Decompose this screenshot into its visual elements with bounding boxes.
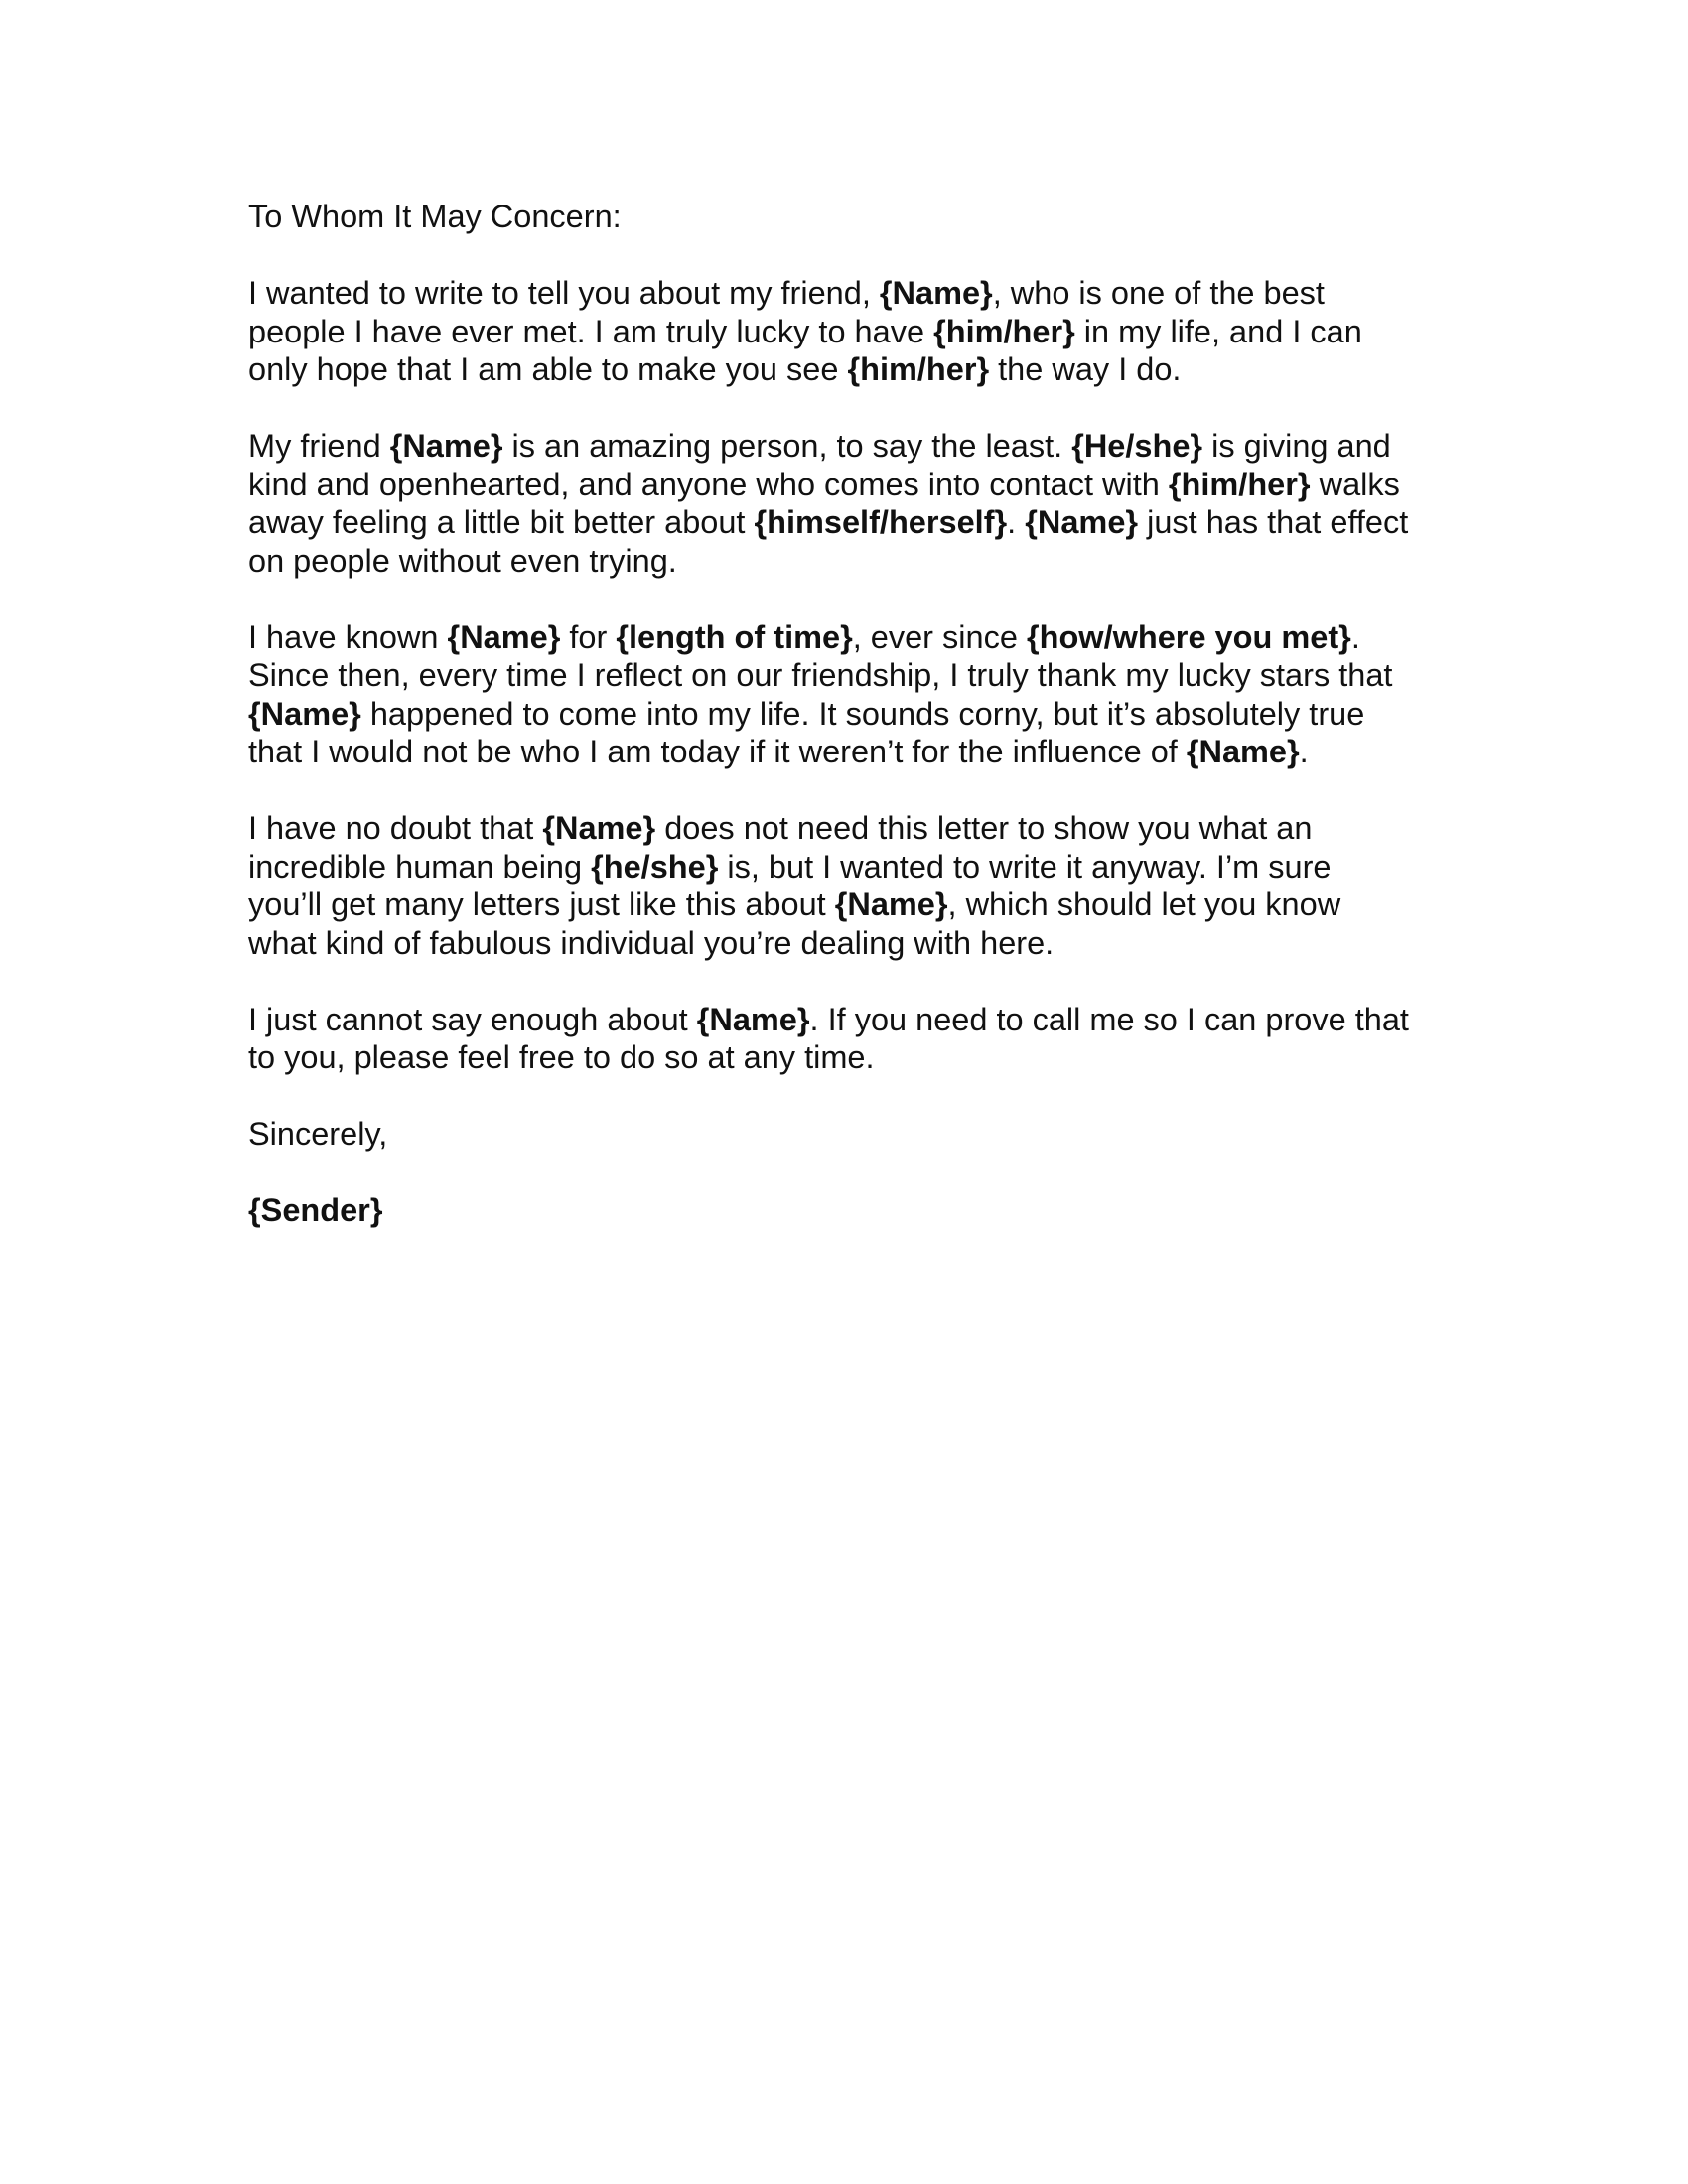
text-run: walks [1310, 466, 1400, 502]
placeholder-field: {Name} [447, 618, 561, 655]
text-run: kind and openhearted, and anyone who comes into contact with [248, 466, 1169, 502]
text-line [248, 542, 1460, 581]
text-run: I have known [248, 618, 448, 655]
letter-paragraphs [248, 274, 1460, 1077]
placeholder-field: {he/she} [591, 848, 719, 885]
text-run: just has that effect [1138, 504, 1409, 540]
text-line [248, 886, 1460, 924]
text-run: . If you need to call me so I can prove that [809, 1001, 1409, 1037]
text-run: in my life, and I can [1074, 313, 1362, 349]
text-run: to you, please feel free to do so at any time. [248, 1039, 875, 1075]
text-line [248, 733, 1460, 771]
text-line [248, 848, 1460, 887]
text-line [248, 924, 1460, 963]
text-run: Since then, every time I reflect on our friendship, I truly thank my lucky stars that [248, 657, 1393, 693]
text-line [248, 618, 1460, 657]
placeholder-field: {Name} [1186, 734, 1300, 769]
text-run: does not need this letter to show you what an [655, 810, 1313, 846]
text-run: I wanted to write to tell you about my friend, [248, 275, 880, 311]
body-paragraph [248, 274, 1460, 389]
closing: Sincerely, [248, 1116, 388, 1152]
text-line [248, 274, 1460, 313]
text-run: I have no doubt that [248, 810, 543, 846]
placeholder-field: {Name} [389, 428, 503, 464]
text-line [248, 1001, 1460, 1039]
text-run: , who is one of the best [992, 275, 1325, 311]
body-paragraph [248, 427, 1460, 580]
placeholder-field: {length of time} [616, 618, 853, 655]
placeholder-field: {him/her} [1168, 466, 1311, 502]
text-line [248, 1038, 1460, 1077]
text-run: on people without even trying. [248, 542, 677, 579]
placeholder-field: {Name} [1025, 504, 1139, 540]
body-paragraph [248, 809, 1460, 962]
placeholder-field: {Name} [696, 1001, 810, 1037]
text-run: the way I do. [989, 351, 1182, 387]
text-run: is an amazing person, to say the least. [502, 428, 1072, 464]
text-run: . [1299, 734, 1309, 769]
text-run: for [560, 618, 617, 655]
text-line [248, 656, 1460, 695]
text-run: , which should let you know [947, 887, 1341, 922]
text-run: is giving and [1202, 428, 1391, 464]
text-run: . [1007, 504, 1026, 540]
text-run: I just cannot say enough about [248, 1001, 697, 1037]
text-run: incredible human being [248, 848, 592, 885]
text-run: My friend [248, 428, 390, 464]
text-run: what kind of fabulous individual you’re dealing with here. [248, 924, 1055, 961]
placeholder-field: {him/her} [933, 313, 1075, 349]
salutation: To Whom It May Concern: [248, 199, 622, 234]
text-run: that I would not be who I am today if it weren’t for the influence of [248, 734, 1187, 769]
text-run: you’ll get many letters just like this about [248, 887, 835, 922]
text-line [248, 695, 1460, 734]
body-paragraph [248, 618, 1460, 771]
signature: {Sender} [248, 1192, 383, 1228]
text-run: only hope that I am able to make you see [248, 351, 848, 387]
placeholder-field: {Name} [879, 275, 993, 311]
text-line [248, 427, 1460, 466]
placeholder-field: {him/her} [847, 351, 990, 387]
text-run: away feeling a little bit better about [248, 504, 755, 540]
placeholder-field: {Name} [248, 695, 361, 732]
placeholder-field: {himself/herself} [754, 504, 1008, 540]
placeholder-field: {Name} [542, 810, 656, 846]
text-line [248, 466, 1460, 504]
text-run: happened to come into my life. It sounds corny, but it’s absolutely true [360, 695, 1365, 732]
text-run: people I have ever met. I am truly lucky to have [248, 313, 934, 349]
text-run: , ever since [852, 618, 1027, 655]
letter-body [248, 198, 1460, 1268]
body-paragraph [248, 1001, 1460, 1077]
placeholder-field: {He/she} [1071, 428, 1203, 464]
placeholder-field: {Name} [834, 887, 948, 922]
text-line [248, 313, 1460, 351]
text-line [248, 809, 1460, 848]
text-run: . [1350, 618, 1360, 655]
text-line [248, 503, 1460, 542]
text-run: is, but I wanted to write it anyway. I’m sure [718, 848, 1332, 885]
placeholder-field: {how/where you met} [1026, 618, 1351, 655]
text-line [248, 350, 1460, 389]
